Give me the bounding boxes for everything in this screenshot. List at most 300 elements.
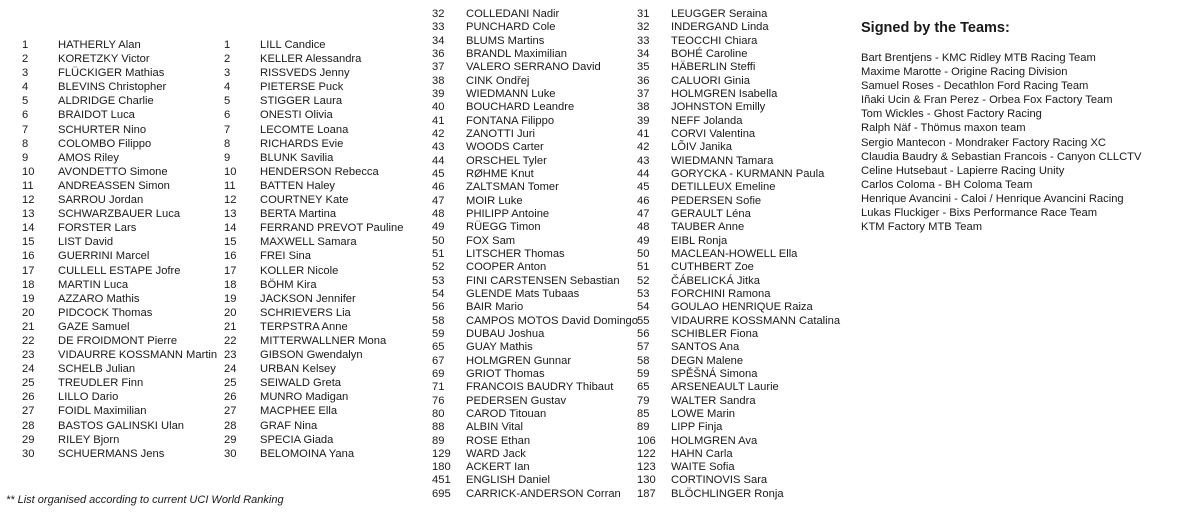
rank-number: 9 — [22, 151, 29, 164]
rank-number: 9 — [224, 151, 231, 164]
rank-number: 12 — [22, 194, 35, 207]
rank-number: 51 — [432, 247, 445, 260]
ranking-list-men-rest — [432, 8, 638, 501]
rank-number: 2 — [224, 53, 231, 66]
rider-name: BÖHM Kira — [260, 278, 317, 291]
rider-name: TEOCCHI Chiara — [671, 34, 758, 47]
rank-number: 56 — [637, 327, 650, 340]
rank-number: 56 — [432, 301, 445, 314]
rank-number: 38 — [432, 74, 445, 87]
rider-name: SCHELB Julian — [58, 363, 136, 376]
rider-name: FOIDL Maximilian — [58, 405, 147, 418]
rank-number: 14 — [22, 222, 35, 235]
list-item — [637, 115, 840, 128]
rider-name: HOLMGREN Ava — [671, 434, 758, 447]
list-item — [22, 179, 217, 193]
rider-name: AMOS Riley — [58, 151, 119, 164]
rider-name: HÄBERLIN Steffi — [671, 61, 756, 74]
list-item — [432, 61, 638, 74]
list-item — [432, 101, 638, 114]
list-item — [637, 75, 840, 88]
rank-number: 45 — [432, 167, 445, 180]
list-item — [432, 328, 638, 341]
list-item — [432, 395, 638, 408]
list-item — [224, 179, 403, 193]
rank-number: 41 — [637, 127, 650, 140]
rank-number: 36 — [637, 74, 650, 87]
rank-number: 42 — [432, 127, 445, 140]
rider-name: BATTEN Haley — [260, 179, 336, 192]
list-item — [432, 381, 638, 394]
rank-number: 47 — [432, 194, 445, 207]
rider-name: SARROU Jordan — [58, 194, 144, 207]
rider-name: LILLO Dario — [58, 391, 119, 404]
rider-name: MITTERWALLNER Mona — [260, 334, 387, 347]
list-item — [432, 88, 638, 101]
list-item — [637, 61, 840, 74]
rank-number: 34 — [432, 34, 445, 47]
rank-number: 51 — [637, 261, 650, 274]
rider-name: KORETZKY Victor — [58, 53, 150, 66]
rider-name: SCHUERMANS Jens — [58, 447, 165, 460]
teams-list — [861, 51, 1191, 234]
rank-number: 38 — [637, 101, 650, 114]
list-item — [224, 137, 403, 151]
rider-name: GAZE Samuel — [58, 320, 130, 333]
rider-name: HATHERLY Alan — [58, 39, 141, 51]
rank-number: 21 — [22, 320, 35, 333]
rider-name: URBAN Kelsey — [260, 363, 336, 376]
rider-name: CARRICK-ANDERSON Corran — [466, 487, 621, 500]
rank-number: 1 — [22, 39, 29, 51]
rider-name: RØHME Knut — [466, 167, 534, 180]
rank-number: 41 — [432, 114, 445, 127]
list-item — [637, 421, 840, 434]
list-item — [637, 128, 840, 141]
list-item — [432, 235, 638, 248]
rider-name: LOWE Marin — [671, 407, 736, 420]
rider-name: DEGN Malene — [671, 354, 744, 367]
rider-name: FINI CARSTENSEN Sebastian — [466, 274, 620, 287]
list-item — [432, 168, 638, 181]
rider-name: SANTOS Ana — [671, 341, 740, 354]
rider-name: AZZARO Mathis — [58, 292, 140, 305]
list-item — [637, 181, 840, 194]
rank-number: 44 — [637, 167, 650, 180]
rider-name: ACKERT Ian — [466, 461, 530, 474]
rank-number: 130 — [637, 474, 656, 487]
rank-number: 55 — [637, 314, 650, 327]
rank-number: 76 — [432, 394, 445, 407]
list-item — [224, 165, 403, 179]
list-item — [637, 8, 840, 21]
ranking-list-women-top — [224, 38, 403, 461]
rank-number: 13 — [22, 208, 35, 221]
rank-number: 23 — [22, 349, 35, 362]
rider-name: ZALTSMAN Tomer — [466, 181, 559, 194]
rider-name: CORTINOVIS Sara — [671, 474, 768, 487]
list-item — [432, 355, 638, 368]
list-item — [432, 35, 638, 48]
rider-name: VIDAURRE KOSSMANN Catalina — [671, 314, 841, 327]
list-item — [432, 288, 638, 301]
list-item — [224, 362, 403, 376]
list-item — [637, 488, 840, 501]
rider-name: TERPSTRA Anne — [260, 320, 348, 333]
list-item — [22, 390, 217, 404]
list-item — [22, 80, 217, 94]
rank-number: 7 — [22, 123, 29, 136]
rank-number: 122 — [637, 447, 656, 460]
rider-name: SCHWARZBAUER Luca — [58, 208, 181, 221]
rank-number: 5 — [22, 95, 29, 108]
rank-number: 15 — [224, 236, 237, 249]
list-item — [22, 94, 217, 108]
list-item — [22, 447, 217, 461]
rider-name: RÜEGG Timon — [466, 221, 541, 234]
list-item — [224, 348, 403, 362]
rider-name: GRIOT Thomas — [466, 367, 545, 380]
list-item — [637, 21, 840, 34]
list-item — [22, 66, 217, 80]
team-entry: Sergio Mantecon - Mondraker Factory Racing XC — [861, 136, 1106, 149]
list-item — [637, 208, 840, 221]
list-item — [22, 221, 217, 235]
rider-name: SCHIBLER Fiona — [671, 327, 759, 340]
rank-number: 24 — [224, 363, 237, 376]
rank-number: 6 — [22, 109, 29, 122]
rider-name: CAMPOS MOTOS David Domingo — [466, 314, 639, 327]
rank-number: 22 — [22, 334, 35, 347]
rank-number: 4 — [22, 81, 29, 94]
list-item — [22, 306, 217, 320]
list-item — [637, 248, 840, 261]
rank-number: 28 — [224, 419, 237, 432]
rider-name: SPĚŠNÁ Simona — [671, 367, 758, 380]
rank-number: 58 — [432, 314, 445, 327]
team-entry: Henrique Avancini - Caloi / Henrique Avancini Racing — [861, 192, 1124, 205]
list-item — [224, 320, 403, 334]
rider-name: DETILLEUX Emeline — [671, 181, 776, 194]
list-item — [224, 52, 403, 66]
list-item — [432, 115, 638, 128]
rank-number: 20 — [22, 306, 35, 319]
rank-number: 18 — [22, 278, 35, 291]
list-item — [224, 151, 403, 165]
list-item — [432, 248, 638, 261]
rank-number: 24 — [22, 363, 35, 376]
rider-name: BLUNK Savilia — [260, 151, 334, 164]
rider-name: LECOMTE Loana — [260, 123, 349, 136]
list-item — [224, 447, 403, 461]
rider-name: TREUDLER Finn — [58, 377, 144, 390]
list-item — [224, 404, 403, 418]
rider-name: VIDAURRE KOSSMANN Martin — [58, 349, 218, 362]
rider-name: ONESTI Olivia — [260, 109, 333, 122]
rider-name: CULLELL ESTAPE Jofre — [58, 264, 181, 277]
rider-name: WALTER Sandra — [671, 394, 756, 407]
rank-number: 5 — [224, 95, 231, 108]
rank-number: 79 — [637, 394, 650, 407]
rider-name: FERRAND PREVOT Pauline — [260, 222, 404, 235]
rider-name: LEUGGER Seraina — [671, 8, 768, 20]
ranking-list-men-top — [22, 38, 217, 461]
list-item — [22, 433, 217, 447]
list-item — [432, 181, 638, 194]
list-item — [637, 448, 840, 461]
rider-name: FREI Sina — [260, 250, 311, 263]
list-item — [224, 306, 403, 320]
team-entry: Carlos Coloma - BH Coloma Team — [861, 178, 1033, 191]
rank-number: 43 — [432, 141, 445, 154]
rank-number: 3 — [22, 67, 29, 80]
rank-number: 23 — [224, 349, 237, 362]
list-item — [22, 165, 217, 179]
list-item — [432, 488, 638, 501]
list-item — [637, 275, 840, 288]
list-item — [637, 221, 840, 234]
list-item — [224, 108, 403, 122]
list-item — [224, 292, 403, 306]
list-item — [22, 264, 217, 278]
rider-name: SCHURTER Nino — [58, 123, 147, 136]
rider-name: HENDERSON Rebecca — [260, 165, 379, 178]
rank-number: 48 — [637, 221, 650, 234]
rider-name: KOLLER Nicole — [260, 264, 339, 277]
rider-name: BLÖCHLINGER Ronja — [671, 487, 784, 500]
rank-number: 85 — [637, 407, 650, 420]
list-item — [637, 101, 840, 114]
rider-name: RICHARDS Evie — [260, 137, 344, 150]
rank-number: 45 — [637, 181, 650, 194]
list-item — [432, 341, 638, 354]
rider-name: HOLMGREN Gunnar — [466, 354, 572, 367]
rider-name: FLÜCKIGER Mathias — [58, 67, 165, 80]
rank-number: 89 — [432, 434, 445, 447]
list-item — [637, 328, 840, 341]
list-item — [637, 195, 840, 208]
rider-name: GOULAO HENRIQUE Raiza — [671, 301, 813, 314]
list-item — [432, 221, 638, 234]
list-item — [432, 435, 638, 448]
rank-number: 65 — [432, 341, 445, 354]
list-item — [22, 108, 217, 122]
rider-name: FRANCOIS BAUDRY Thibaut — [466, 381, 614, 394]
list-item — [637, 301, 840, 314]
rank-number: 67 — [432, 354, 445, 367]
rider-name: COLOMBO Filippo — [58, 137, 152, 150]
list-item — [22, 404, 217, 418]
rank-number: 49 — [432, 221, 445, 234]
rider-name: CORVI Valentina — [671, 127, 756, 140]
list-item — [432, 48, 638, 61]
list-item — [22, 123, 217, 137]
rider-name: KELLER Alessandra — [260, 53, 362, 66]
rider-name: MAXWELL Samara — [260, 236, 357, 249]
rider-name: FORSTER Lars — [58, 222, 137, 235]
rider-name: BELOMOINA Yana — [260, 447, 355, 460]
rider-name: BASTOS GALINSKI Ulan — [58, 419, 185, 432]
list-item — [224, 38, 403, 52]
list-item — [432, 301, 638, 314]
team-entry: Tom Wickles - Ghost Factory Racing — [861, 108, 1042, 121]
rider-name: FOX Sam — [466, 234, 516, 247]
rank-number: 8 — [224, 137, 231, 150]
rider-name: GLENDE Mats Tubaas — [466, 287, 580, 300]
list-item — [22, 249, 217, 263]
rank-number: 30 — [224, 447, 237, 460]
rank-number: 71 — [432, 381, 445, 394]
list-item — [224, 390, 403, 404]
rank-number: 35 — [637, 61, 650, 74]
rider-name: INDERGAND Linda — [671, 21, 769, 34]
rank-number: 32 — [432, 8, 445, 20]
rank-number: 37 — [432, 61, 445, 74]
list-item — [637, 235, 840, 248]
rank-number: 13 — [224, 208, 237, 221]
rank-number: 19 — [22, 292, 35, 305]
list-item — [22, 348, 217, 362]
rank-number: 12 — [224, 194, 237, 207]
rank-number: 34 — [637, 47, 650, 60]
rider-name: COURTNEY Kate — [260, 194, 349, 207]
rider-name: BRANDL Maximilian — [466, 47, 567, 60]
rank-number: 27 — [224, 405, 237, 418]
rank-number: 30 — [22, 447, 35, 460]
list-item — [22, 151, 217, 165]
rider-name: ALBIN Vital — [466, 421, 524, 434]
rider-name: LÕIV Janika — [671, 141, 732, 154]
rider-name: SPECIA Giada — [260, 433, 334, 446]
rider-name: PEDERSEN Gustav — [466, 394, 567, 407]
rider-name: GIBSON Gwendalyn — [260, 349, 363, 362]
rider-name: ARSENEAULT Laurie — [671, 381, 779, 394]
rank-number: 25 — [224, 377, 237, 390]
rider-name: MOIR Luke — [466, 194, 523, 207]
teams-section — [861, 20, 1191, 234]
list-item — [22, 419, 217, 433]
rider-name: WAITE Sofia — [671, 461, 735, 474]
rank-number: 89 — [637, 421, 650, 434]
rider-name: HOLMGREN Isabella — [671, 87, 778, 100]
rank-number: 47 — [637, 207, 650, 220]
rider-name: CAROD Titouan — [466, 407, 547, 420]
rider-name: AVONDETTO Simone — [58, 165, 168, 178]
list-item — [22, 207, 217, 221]
rider-name: LIST David — [58, 236, 114, 249]
rank-number: 25 — [22, 377, 35, 390]
rank-number: 26 — [22, 391, 35, 404]
rider-name: TAUBER Anne — [671, 221, 745, 234]
rank-number: 10 — [22, 165, 35, 178]
rider-name: BERTA Martina — [260, 208, 337, 221]
rider-name: ORSCHEL Tyler — [466, 154, 547, 167]
list-item — [224, 94, 403, 108]
team-entry: Ralph Näf - Thömus maxon team — [861, 122, 1026, 135]
list-item — [432, 474, 638, 487]
rank-number: 50 — [432, 234, 445, 247]
rider-name: COOPER Anton — [466, 261, 547, 274]
list-item — [224, 221, 403, 235]
rank-number: 11 — [22, 179, 34, 192]
list-item — [224, 249, 403, 263]
list-item — [432, 448, 638, 461]
list-item — [224, 278, 403, 292]
rank-number: 4 — [224, 81, 231, 94]
rank-number: 6 — [224, 109, 231, 122]
list-item — [637, 341, 840, 354]
rider-name: JACKSON Jennifer — [260, 292, 356, 305]
list-item — [224, 80, 403, 94]
rank-number: 43 — [637, 154, 650, 167]
list-item — [432, 208, 638, 221]
list-item — [432, 21, 638, 34]
rank-number: 31 — [637, 8, 650, 20]
rank-number: 14 — [224, 222, 237, 235]
list-item — [224, 334, 403, 348]
list-item — [432, 75, 638, 88]
rider-name: BOUCHARD Leandre — [466, 101, 575, 114]
rider-name: ROSE Ethan — [466, 434, 531, 447]
list-item — [224, 123, 403, 137]
list-item — [432, 368, 638, 381]
list-item — [637, 168, 840, 181]
list-item — [224, 193, 403, 207]
rank-number: 1 — [224, 39, 231, 51]
list-item — [637, 395, 840, 408]
rank-number: 16 — [22, 250, 35, 263]
list-item — [22, 362, 217, 376]
rank-number: 21 — [224, 320, 237, 333]
rank-number: 3 — [224, 67, 231, 80]
team-entry: Bart Brentjens - KMC Ridley MTB Racing Team — [861, 52, 1096, 64]
rank-number: 26 — [224, 391, 237, 404]
rank-number: 37 — [637, 87, 650, 100]
rider-name: GRAF Nina — [260, 419, 318, 432]
list-item — [637, 141, 840, 154]
list-item — [22, 320, 217, 334]
list-item — [637, 368, 840, 381]
list-item — [637, 155, 840, 168]
list-item — [432, 195, 638, 208]
rank-number: 59 — [637, 367, 650, 380]
rank-number: 52 — [432, 261, 445, 274]
rank-number: 50 — [637, 247, 650, 260]
rider-name: GUERRINI Marcel — [58, 250, 150, 263]
rider-name: ENGLISH Daniel — [466, 474, 550, 487]
list-item — [432, 155, 638, 168]
rank-number: 17 — [22, 264, 35, 277]
rank-number: 46 — [637, 194, 650, 207]
ranking-list-women-rest — [637, 8, 840, 501]
rank-number: 10 — [224, 165, 237, 178]
rank-number: 106 — [637, 434, 656, 447]
list-item — [637, 35, 840, 48]
rank-number: 49 — [637, 234, 650, 247]
rank-number: 33 — [637, 34, 650, 47]
list-item — [22, 137, 217, 151]
list-item — [432, 275, 638, 288]
rider-name: DUBAU Joshua — [466, 327, 545, 340]
list-item — [432, 141, 638, 154]
rank-number: 16 — [224, 250, 237, 263]
rank-number: 52 — [637, 274, 650, 287]
rider-name: BLUMS Martins — [466, 34, 545, 47]
team-entry: Lukas Fluckiger - Bixs Performance Race Team — [861, 207, 1098, 220]
list-item — [22, 235, 217, 249]
rank-number: 180 — [432, 461, 451, 474]
list-item — [637, 355, 840, 368]
